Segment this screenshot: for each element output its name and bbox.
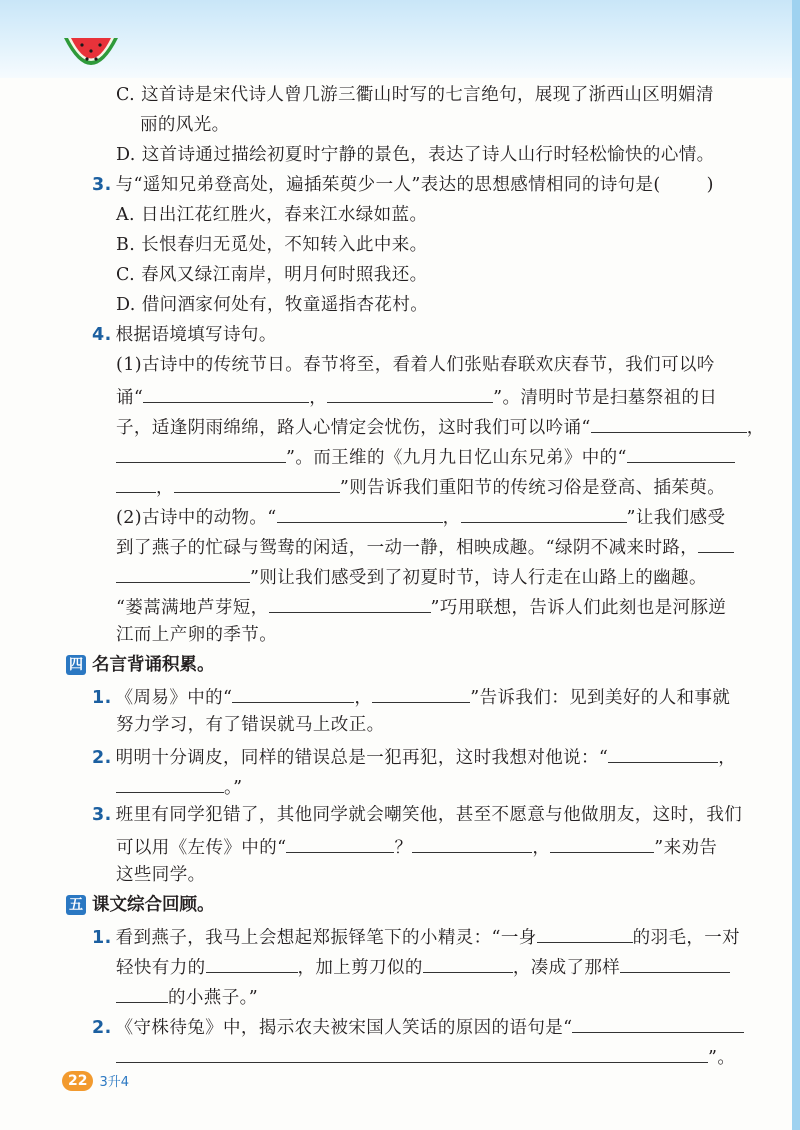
question-number: 4. — [92, 325, 112, 345]
text: ”让我们感受 — [626, 508, 726, 528]
question-number: 1. — [92, 688, 112, 708]
section-5-heading — [66, 894, 215, 916]
s4-question-2-line2 — [116, 774, 243, 799]
text: 《守株待兔》中，揭示农夫被宋国人笑话的原因的语句是“ — [115, 1018, 573, 1038]
text: ， — [718, 748, 737, 768]
section-title: 课文综合回顾。 — [92, 895, 215, 915]
text: ”。而王维的《九月九日忆山东兄弟》中的“ — [286, 448, 627, 468]
fill-blank[interactable] — [116, 1044, 708, 1063]
fill-blank[interactable] — [372, 684, 470, 703]
fill-blank[interactable] — [277, 504, 443, 523]
q4-part1-line2 — [116, 384, 717, 409]
question-text: 与“遥知兄弟登高处，遍插茱萸少一人”表达的思想感情相同的诗句是( — [115, 175, 661, 195]
fill-blank[interactable] — [412, 834, 532, 853]
fill-blank[interactable] — [537, 924, 633, 943]
page-header-band — [0, 0, 800, 78]
text: 可以用《左传》中的“ — [116, 838, 287, 858]
fill-blank[interactable] — [572, 1014, 744, 1033]
fill-blank[interactable] — [423, 954, 513, 973]
text: ， — [309, 388, 328, 408]
fill-blank[interactable] — [550, 834, 654, 853]
fill-blank[interactable] — [698, 534, 734, 553]
s5-question-2 — [92, 1014, 744, 1039]
text: “蒌蒿满地芦芽短， — [116, 598, 269, 618]
text: ，加上剪刀似的 — [297, 958, 423, 978]
text: ， — [442, 508, 461, 528]
question-4 — [92, 324, 277, 346]
text: ”巧用联想，告诉人们此刻也是河豚逆 — [430, 598, 727, 618]
q3-option-c: C. 春风又绿江南岸，明月何时照我还。 — [116, 265, 428, 285]
fill-blank[interactable] — [461, 504, 627, 523]
text: 明明十分调皮，同样的错误总是一犯再犯，这时我想对他说：“ — [115, 748, 609, 768]
text: 班里有同学犯错了，其他同学就会嘲笑他，甚至不愿意与他做朋友，这时，我们 — [115, 805, 743, 825]
fill-blank[interactable] — [206, 954, 298, 973]
text: 子，适逢阴雨绵绵，路人心情定会忧伤，这时我们可以吟诵“ — [116, 418, 591, 438]
q4-part1-line4 — [116, 444, 735, 469]
fill-blank[interactable] — [116, 774, 224, 793]
text: 轻快有力的 — [116, 958, 206, 978]
s5-question-1-line3 — [116, 984, 258, 1009]
watermelon-icon — [62, 32, 120, 76]
page-footer — [62, 1070, 129, 1090]
q3-option-a: A. 日出江花红胜火，春来江水绿如蓝。 — [116, 205, 428, 225]
page-number: 22 — [62, 1071, 93, 1091]
text: ， — [532, 838, 551, 858]
text: ”则让我们感受到了初夏时节，诗人行走在山路上的幽趣。 — [250, 568, 707, 588]
text: ， — [156, 478, 174, 498]
s5-question-2-line2 — [116, 1044, 735, 1069]
option-c-line1: C. 这首诗是宋代诗人曾几游三衢山时写的七言绝句，展现了浙西山区明媚清 — [116, 85, 714, 105]
question-3 — [92, 174, 714, 196]
s4-question-3-line2 — [116, 834, 717, 859]
q4-part2-line2 — [116, 534, 734, 559]
s4-question-2 — [92, 744, 736, 769]
text: 到了燕子的忙碌与鸳鸯的闲适，一动一静，相映成趣。“绿阴不减来时路， — [116, 538, 699, 558]
q4-part2-line3 — [116, 564, 707, 589]
text: 的羽毛，一对 — [632, 928, 741, 948]
fill-blank[interactable] — [591, 414, 747, 433]
question-number: 3. — [92, 805, 112, 825]
text: 的小燕子。” — [168, 988, 259, 1008]
text: ”来劝告 — [654, 838, 718, 858]
section-badge: 五 — [66, 895, 86, 915]
fill-blank[interactable] — [627, 444, 735, 463]
s4-question-3 — [92, 804, 742, 826]
s5-question-1-line2 — [116, 954, 730, 979]
paren-close: ) — [706, 175, 714, 195]
question-number: 3. — [92, 175, 112, 195]
fill-blank[interactable] — [116, 564, 250, 583]
s4-question-3-line3: 这些同学。 — [116, 865, 206, 885]
text: ，凑成了那样 — [512, 958, 621, 978]
text: ， — [354, 688, 373, 708]
text: ”。 — [708, 1048, 736, 1068]
question-number: 1. — [92, 928, 112, 948]
text: (2)古诗中的动物。“ — [116, 508, 277, 528]
text: ， — [746, 418, 765, 438]
q3-option-d: D. 借问酒家何处有，牧童遥指杏花村。 — [116, 295, 429, 315]
text: 看到燕子，我马上会想起郑振铎笔下的小精灵：“一身 — [115, 928, 537, 948]
section-title: 名言背诵积累。 — [92, 655, 215, 675]
fill-blank[interactable] — [269, 594, 431, 613]
question-text: 根据语境填写诗句。 — [115, 325, 277, 345]
question-number: 2. — [92, 748, 112, 768]
q4-part2-line1 — [116, 504, 725, 529]
option-d: D. 这首诗通过描绘初夏时宁静的景色，表达了诗人山行时轻松愉快的心情。 — [116, 145, 715, 165]
section-badge: 四 — [66, 655, 86, 675]
q4-part2-line4 — [116, 594, 726, 619]
text: ”告诉我们：见到美好的人和事就 — [470, 688, 731, 708]
option-c-line2: 丽的风光。 — [140, 115, 230, 135]
fill-blank[interactable] — [620, 954, 730, 973]
s4-question-1 — [92, 684, 730, 709]
fill-blank[interactable] — [327, 384, 493, 403]
q4-part1-line3 — [116, 414, 765, 439]
text: 《周易》中的“ — [115, 688, 233, 708]
text: 诵“ — [116, 388, 144, 408]
text: 。” — [224, 778, 243, 798]
question-number: 2. — [92, 1018, 112, 1038]
s5-question-1 — [92, 924, 740, 949]
text: ”则告诉我们重阳节的传统习俗是登高、插茱萸。 — [339, 478, 726, 498]
text: ”。清明时节是扫墓祭祖的日 — [493, 388, 718, 408]
q4-part1-line1: (1)古诗中的传统节日。春节将至，看着人们张贴春联欢庆春节，我们可以吟 — [116, 355, 715, 375]
fill-blank[interactable] — [608, 744, 718, 763]
page-edge-strip — [792, 0, 800, 1130]
q3-option-b: B. 长恨春归无觅处，不知转入此中来。 — [116, 235, 428, 255]
text: ？ — [394, 838, 413, 858]
fill-blank[interactable] — [143, 384, 309, 403]
q4-part1-line5 — [116, 474, 725, 499]
book-label: 3升4 — [99, 1075, 130, 1090]
fill-blank[interactable] — [116, 984, 168, 1003]
s4-question-1-line2: 努力学习，有了错误就马上改正。 — [116, 715, 385, 735]
fill-blank[interactable] — [232, 684, 354, 703]
fill-blank[interactable] — [286, 834, 394, 853]
fill-blank[interactable] — [116, 444, 286, 463]
q4-part2-line5: 江而上产卵的季节。 — [116, 625, 278, 645]
fill-blank[interactable] — [174, 474, 340, 493]
fill-blank[interactable] — [116, 474, 156, 493]
section-4-heading — [66, 654, 215, 676]
